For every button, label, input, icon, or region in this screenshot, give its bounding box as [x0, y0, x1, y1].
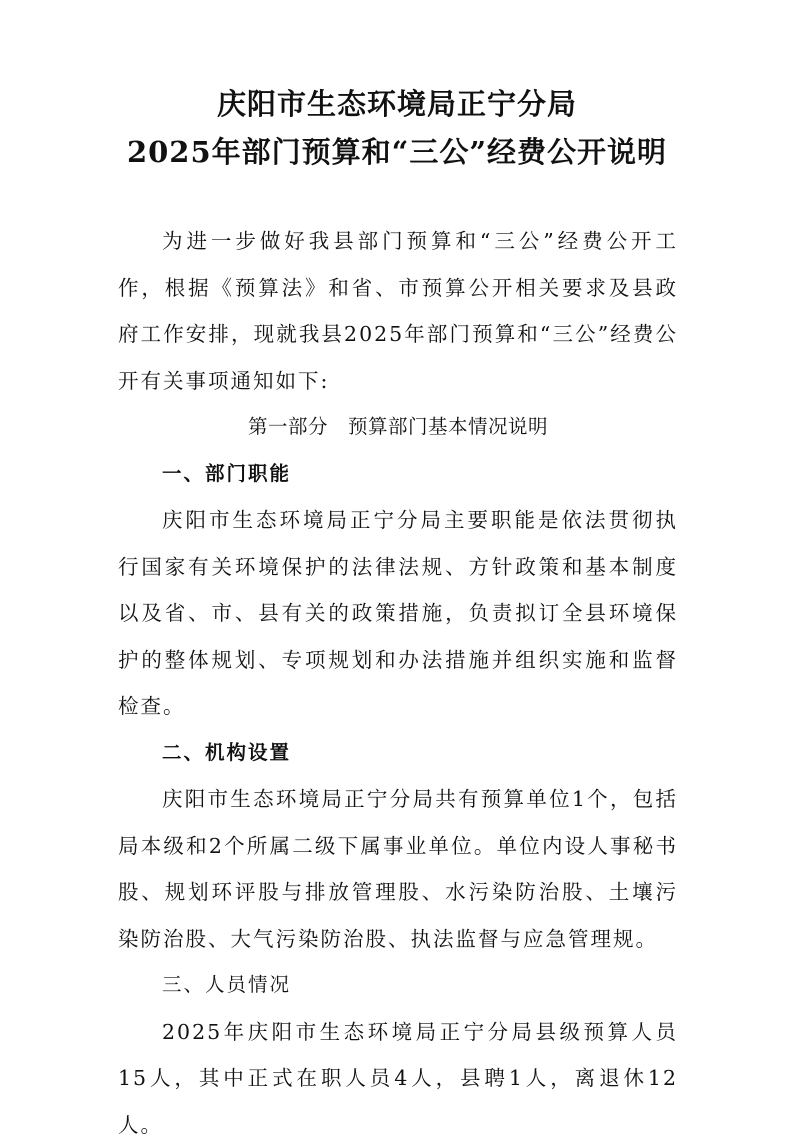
- document-title-line-2: 2025年部门预算和“三公”经费公开说明: [0, 132, 794, 172]
- section-heading-functions: 一、部门职能: [118, 451, 678, 498]
- section-text-staff: 2025年庆阳市生态环境局正宁分局县级预算人员15人，其中正式在职人员4人，县聘1人，离退休12人。: [118, 1009, 678, 1148]
- section-heading-staff: 三、人员情况: [118, 962, 678, 1009]
- document-body: [118, 218, 678, 1148]
- section-text-organization: 庆阳市生态环境局正宁分局共有预算单位1个，包括局本级和2个所属二级下属事业单位。单位内设人事秘书股、规划环评股与排放管理股、水污染防治股、土壤污染防治股、大气污染防治股、执法监督与应急管理规。: [118, 776, 678, 962]
- part-1-title: 第一部分 预算部门基本情况说明: [118, 404, 678, 451]
- document-title-line-1: 庆阳市生态环境局正宁分局: [0, 84, 794, 124]
- section-text-functions: 庆阳市生态环境局正宁分局主要职能是依法贯彻执行国家有关环境保护的法律法规、方针政策和基本制度以及省、市、县有关的政策措施，负责拟订全县环境保护的整体规划、专项规划和办法措施并组织实施和监督检查。: [118, 497, 678, 730]
- section-heading-organization: 二、机构设置: [118, 730, 678, 777]
- intro-paragraph: 为进一步做好我县部门预算和“三公”经费公开工作，根据《预算法》和省、市预算公开相关要求及县政府工作安排，现就我县2025年部门预算和“三公”经费公开有关事项通知如下:: [118, 218, 678, 404]
